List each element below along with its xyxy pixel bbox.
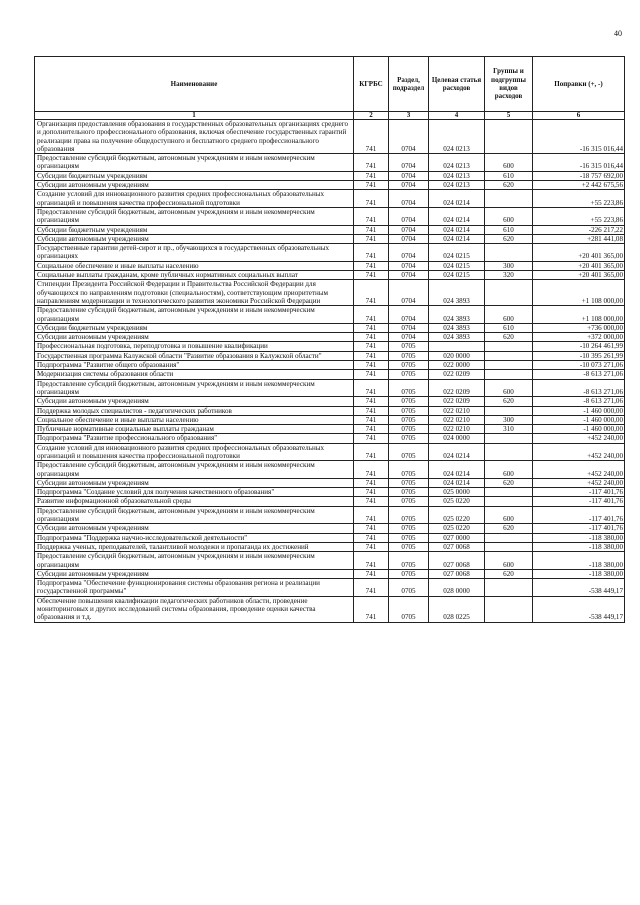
cell-kgrbs: 741	[354, 351, 389, 360]
cell-kgrbs: 741	[354, 434, 389, 443]
cell-group: 600	[485, 461, 533, 479]
cell-amount: -117 401,76	[533, 524, 625, 533]
cell-section: 0705	[389, 443, 429, 461]
cell-amount: +20 401 365,00	[533, 244, 625, 262]
cell-section: 0705	[389, 542, 429, 551]
cell-amount: -16 315 016,44	[533, 120, 625, 154]
cell-name: Создание условий для инновационного развития средних профессиональных образовательных организаций и повышения качества профессиональной подготовки	[35, 443, 354, 461]
cell-name: Поддержка ученых, преподавателей, талантливой молодежи и пропаганда их достижений	[35, 542, 354, 551]
cell-name: Предоставление субсидий бюджетным, автономным учреждениям и иным некоммерческим организациям	[35, 379, 354, 397]
header-section: Раздел, подраздел	[389, 57, 429, 112]
cell-name: Субсидии бюджетным учреждениям	[35, 323, 354, 332]
cell-amount: +452 240,00	[533, 443, 625, 461]
column-number: 2	[354, 112, 389, 120]
table-row	[35, 478, 625, 487]
cell-name: Субсидии автономным учреждениям	[35, 333, 354, 342]
cell-section: 0705	[389, 569, 429, 578]
cell-group: 610	[485, 171, 533, 180]
table-row	[35, 415, 625, 424]
cell-target: 022 0000	[429, 361, 485, 370]
cell-group: 620	[485, 333, 533, 342]
cell-kgrbs: 741	[354, 488, 389, 497]
cell-section: 0705	[389, 434, 429, 443]
cell-name: Развитие информационной образовательной среды	[35, 497, 354, 506]
cell-section: 0704	[389, 225, 429, 234]
table-row	[35, 234, 625, 243]
cell-kgrbs: 741	[354, 415, 389, 424]
cell-name: Организация предоставления образования в государственных образовательных организациях среднего и дополнительного профессионального образования, включая обеспечение государственных гарантий реализации права на получение общедоступного и бесплатного среднего профессионального образования	[35, 120, 354, 154]
cell-name: Социальные выплаты гражданам, кроме публичных нормативных социальных выплат	[35, 271, 354, 280]
cell-target: 022 0209	[429, 370, 485, 379]
cell-group	[485, 280, 533, 306]
table-row	[35, 497, 625, 506]
table-row	[35, 569, 625, 578]
cell-amount: -8 613 271,06	[533, 397, 625, 406]
cell-name: Субсидии бюджетным учреждениям	[35, 171, 354, 180]
cell-kgrbs: 741	[354, 306, 389, 324]
cell-group: 600	[485, 506, 533, 524]
cell-kgrbs: 741	[354, 234, 389, 243]
cell-section: 0704	[389, 171, 429, 180]
cell-section: 0704	[389, 154, 429, 172]
table-row	[35, 323, 625, 332]
cell-target: 024 0214	[429, 234, 485, 243]
cell-section: 0704	[389, 207, 429, 225]
cell-name: Субсидии автономным учреждениям	[35, 234, 354, 243]
cell-amount: -538 449,17	[533, 579, 625, 597]
cell-kgrbs: 741	[354, 190, 389, 208]
header-kgrbs: КГРБС	[354, 57, 389, 112]
cell-kgrbs: 741	[354, 461, 389, 479]
cell-amount: -10 395 261,99	[533, 351, 625, 360]
budget-amendments-table	[34, 56, 625, 623]
cell-kgrbs: 741	[354, 379, 389, 397]
cell-amount: +20 401 365,00	[533, 261, 625, 270]
cell-target: 022 0209	[429, 379, 485, 397]
cell-group	[485, 542, 533, 551]
cell-kgrbs: 741	[354, 207, 389, 225]
cell-group: 600	[485, 306, 533, 324]
table-row	[35, 397, 625, 406]
table-row	[35, 171, 625, 180]
cell-target: 024 0213	[429, 120, 485, 154]
table-body	[35, 120, 625, 623]
cell-amount: +2 442 675,56	[533, 181, 625, 190]
cell-group: 620	[485, 524, 533, 533]
cell-amount: +736 000,00	[533, 323, 625, 332]
column-number: 3	[389, 112, 429, 120]
cell-target	[429, 342, 485, 351]
cell-group: 620	[485, 569, 533, 578]
cell-name: Предоставление субсидий бюджетным, автономным учреждениям и иным некоммерческим организациям	[35, 461, 354, 479]
cell-target: 025 0220	[429, 506, 485, 524]
column-number: 1	[35, 112, 354, 120]
cell-section: 0705	[389, 415, 429, 424]
cell-amount: +452 240,00	[533, 461, 625, 479]
cell-kgrbs: 741	[354, 579, 389, 597]
cell-group	[485, 434, 533, 443]
cell-kgrbs: 741	[354, 596, 389, 622]
cell-section: 0705	[389, 370, 429, 379]
cell-target: 024 0213	[429, 181, 485, 190]
cell-name: Субсидии бюджетным учреждениям	[35, 225, 354, 234]
table-row	[35, 579, 625, 597]
cell-name: Государственная программа Калужской области "Развитие образования в Калужской области"	[35, 351, 354, 360]
cell-group: 300	[485, 415, 533, 424]
header-groups: Группы и подгруппы видов расходов	[485, 57, 533, 112]
cell-kgrbs: 741	[354, 120, 389, 154]
cell-group	[485, 406, 533, 415]
cell-amount: +281 441,08	[533, 234, 625, 243]
cell-target: 027 0068	[429, 552, 485, 570]
cell-kgrbs: 741	[354, 506, 389, 524]
cell-name: Профессиональная подготовка, переподготовка и повышение квалификации	[35, 342, 354, 351]
cell-amount: -1 460 000,00	[533, 415, 625, 424]
table-row	[35, 225, 625, 234]
cell-amount: -16 315 016,44	[533, 154, 625, 172]
cell-section: 0704	[389, 181, 429, 190]
cell-group	[485, 190, 533, 208]
cell-group: 620	[485, 397, 533, 406]
cell-section: 0704	[389, 234, 429, 243]
cell-target: 020 0000	[429, 351, 485, 360]
cell-kgrbs: 741	[354, 181, 389, 190]
header-amendment: Поправки (+, -)	[533, 57, 625, 112]
cell-name: Предоставление субсидий бюджетным, автономным учреждениям и иным некоммерческим организациям	[35, 552, 354, 570]
table-row	[35, 596, 625, 622]
cell-section: 0705	[389, 397, 429, 406]
cell-group	[485, 497, 533, 506]
table-row	[35, 425, 625, 434]
cell-amount: -1 460 000,00	[533, 425, 625, 434]
cell-kgrbs: 741	[354, 271, 389, 280]
table-row	[35, 306, 625, 324]
cell-amount: +452 240,00	[533, 478, 625, 487]
cell-group: 610	[485, 225, 533, 234]
cell-kgrbs: 741	[354, 244, 389, 262]
cell-amount: -10 264 461,99	[533, 342, 625, 351]
cell-name: Создание условий для инновационного развития средних профессиональных образовательных организаций и повышения качества профессиональной подготовки	[35, 190, 354, 208]
cell-target: 024 3893	[429, 306, 485, 324]
cell-name: Субсидии автономным учреждениям	[35, 397, 354, 406]
cell-target: 024 0214	[429, 225, 485, 234]
cell-group	[485, 342, 533, 351]
cell-name: Субсидии автономным учреждениям	[35, 524, 354, 533]
cell-name: Подпрограмма "Создание условий для получения качественного образования"	[35, 488, 354, 497]
cell-group	[485, 351, 533, 360]
table-row	[35, 506, 625, 524]
cell-target: 022 0210	[429, 406, 485, 415]
cell-group	[485, 488, 533, 497]
cell-section: 0705	[389, 506, 429, 524]
cell-section: 0704	[389, 190, 429, 208]
cell-target: 024 0214	[429, 443, 485, 461]
cell-name: Поддержка молодых специалистов - педагогических работников	[35, 406, 354, 415]
cell-name: Предоставление субсидий бюджетным, автономным учреждениям и иным некоммерческим организациям	[35, 154, 354, 172]
table-row	[35, 533, 625, 542]
cell-amount: +452 240,00	[533, 434, 625, 443]
header-row	[35, 57, 625, 112]
cell-group: 600	[485, 207, 533, 225]
table-row	[35, 434, 625, 443]
cell-group	[485, 533, 533, 542]
cell-section: 0705	[389, 425, 429, 434]
cell-amount: -118 380,00	[533, 533, 625, 542]
column-number: 4	[429, 112, 485, 120]
cell-section: 0705	[389, 361, 429, 370]
cell-target: 024 0000	[429, 434, 485, 443]
cell-section: 0705	[389, 488, 429, 497]
cell-kgrbs: 741	[354, 397, 389, 406]
cell-target: 024 0214	[429, 190, 485, 208]
cell-amount: -226 217,22	[533, 225, 625, 234]
cell-name: Публичные нормативные социальные выплаты гражданам	[35, 425, 354, 434]
cell-amount: -118 380,00	[533, 552, 625, 570]
cell-target: 024 0213	[429, 154, 485, 172]
cell-group	[485, 596, 533, 622]
cell-kgrbs: 741	[354, 333, 389, 342]
table-row	[35, 244, 625, 262]
cell-section: 0705	[389, 552, 429, 570]
cell-group: 620	[485, 234, 533, 243]
cell-name: Субсидии автономным учреждениям	[35, 181, 354, 190]
cell-amount: -8 613 271,06	[533, 379, 625, 397]
cell-section: 0704	[389, 323, 429, 332]
table-row	[35, 524, 625, 533]
cell-target: 025 0220	[429, 497, 485, 506]
table-row	[35, 361, 625, 370]
cell-amount: +1 108 000,00	[533, 306, 625, 324]
cell-group	[485, 120, 533, 154]
cell-name: Подпрограмма "Развитие общего образования"	[35, 361, 354, 370]
cell-target: 022 0210	[429, 415, 485, 424]
cell-target: 024 3893	[429, 280, 485, 306]
cell-target: 024 0213	[429, 171, 485, 180]
cell-amount: -538 449,17	[533, 596, 625, 622]
cell-section: 0705	[389, 461, 429, 479]
cell-target: 022 0210	[429, 425, 485, 434]
cell-target: 024 0214	[429, 461, 485, 479]
table-row	[35, 154, 625, 172]
cell-amount: -10 073 271,06	[533, 361, 625, 370]
cell-target: 024 3893	[429, 323, 485, 332]
cell-kgrbs: 741	[354, 171, 389, 180]
cell-kgrbs: 741	[354, 497, 389, 506]
cell-name: Социальное обеспечение и иные выплаты населению	[35, 261, 354, 270]
table-row	[35, 280, 625, 306]
cell-name: Предоставление субсидий бюджетным, автономным учреждениям и иным некоммерческим организациям	[35, 306, 354, 324]
column-number-row	[35, 112, 625, 120]
cell-group	[485, 443, 533, 461]
cell-target: 025 0220	[429, 524, 485, 533]
cell-group: 620	[485, 478, 533, 487]
cell-group	[485, 579, 533, 597]
cell-section: 0705	[389, 351, 429, 360]
cell-name: Модернизация системы образования области	[35, 370, 354, 379]
table-row	[35, 342, 625, 351]
cell-section: 0704	[389, 244, 429, 262]
cell-section: 0704	[389, 280, 429, 306]
column-number: 5	[485, 112, 533, 120]
cell-kgrbs: 741	[354, 533, 389, 542]
cell-kgrbs: 741	[354, 425, 389, 434]
cell-group: 610	[485, 323, 533, 332]
cell-kgrbs: 741	[354, 524, 389, 533]
header-target: Целевая статья расходов	[429, 57, 485, 112]
table-row	[35, 261, 625, 270]
cell-target: 024 0215	[429, 261, 485, 270]
cell-group	[485, 244, 533, 262]
table-row	[35, 406, 625, 415]
cell-kgrbs: 741	[354, 342, 389, 351]
table-row	[35, 488, 625, 497]
cell-amount: +1 108 000,00	[533, 280, 625, 306]
cell-name: Субсидии автономным учреждениям	[35, 569, 354, 578]
cell-name: Подпрограмма "Развитие профессионального образования"	[35, 434, 354, 443]
cell-target: 024 0214	[429, 207, 485, 225]
column-number: 6	[533, 112, 625, 120]
cell-name: Субсидии автономным учреждениям	[35, 478, 354, 487]
table-row	[35, 370, 625, 379]
cell-target: 027 0000	[429, 533, 485, 542]
cell-section: 0705	[389, 579, 429, 597]
cell-section: 0705	[389, 478, 429, 487]
cell-group: 300	[485, 261, 533, 270]
cell-section: 0704	[389, 333, 429, 342]
table-row	[35, 333, 625, 342]
cell-group: 310	[485, 425, 533, 434]
cell-section: 0705	[389, 596, 429, 622]
cell-name: Подпрограмма "Обеспечение функционирования системы образования региона и реализации государственной программы"	[35, 579, 354, 597]
cell-kgrbs: 741	[354, 361, 389, 370]
cell-section: 0705	[389, 497, 429, 506]
cell-section: 0705	[389, 342, 429, 351]
cell-section: 0704	[389, 120, 429, 154]
cell-name: Социальное обеспечение и иные выплаты населению	[35, 415, 354, 424]
cell-kgrbs: 741	[354, 569, 389, 578]
cell-target: 027 0068	[429, 542, 485, 551]
cell-target: 022 0209	[429, 397, 485, 406]
cell-target: 028 0225	[429, 596, 485, 622]
cell-kgrbs: 741	[354, 443, 389, 461]
cell-amount: -117 401,76	[533, 488, 625, 497]
cell-group: 600	[485, 154, 533, 172]
table-row	[35, 443, 625, 461]
cell-target: 024 3893	[429, 333, 485, 342]
cell-name: Подпрограмма "Поддержка научно-исследовательской деятельности"	[35, 533, 354, 542]
cell-group	[485, 370, 533, 379]
cell-section: 0705	[389, 524, 429, 533]
table-row	[35, 190, 625, 208]
cell-amount: -118 380,00	[533, 569, 625, 578]
table-row	[35, 181, 625, 190]
cell-section: 0704	[389, 261, 429, 270]
cell-amount: +372 000,00	[533, 333, 625, 342]
cell-amount: -118 380,00	[533, 542, 625, 551]
cell-amount: +55 223,86	[533, 207, 625, 225]
cell-kgrbs: 741	[354, 225, 389, 234]
cell-section: 0704	[389, 306, 429, 324]
cell-target: 025 0000	[429, 488, 485, 497]
cell-kgrbs: 741	[354, 478, 389, 487]
table-row	[35, 461, 625, 479]
cell-amount: +55 223,86	[533, 190, 625, 208]
cell-target: 024 0215	[429, 271, 485, 280]
cell-kgrbs: 741	[354, 154, 389, 172]
cell-amount: -1 460 000,00	[533, 406, 625, 415]
cell-section: 0705	[389, 406, 429, 415]
table-row	[35, 120, 625, 154]
cell-section: 0705	[389, 379, 429, 397]
cell-kgrbs: 741	[354, 370, 389, 379]
table-row	[35, 542, 625, 551]
cell-amount: +20 401 365,00	[533, 271, 625, 280]
cell-amount: -117 401,76	[533, 506, 625, 524]
cell-group: 600	[485, 552, 533, 570]
cell-name: Предоставление субсидий бюджетным, автономным учреждениям и иным некоммерческим организациям	[35, 207, 354, 225]
cell-name: Обеспечение повышения квалификации педагогических работников области, проведение мониторинговых и других исследований системы образования, проведение оценки качества образования и т.д.	[35, 596, 354, 622]
header-name: Наименование	[35, 57, 354, 112]
cell-group: 600	[485, 379, 533, 397]
cell-amount: -18 757 692,00	[533, 171, 625, 180]
cell-target: 027 0068	[429, 569, 485, 578]
cell-group	[485, 361, 533, 370]
cell-kgrbs: 741	[354, 323, 389, 332]
cell-target: 028 0000	[429, 579, 485, 597]
cell-kgrbs: 741	[354, 542, 389, 551]
cell-kgrbs: 741	[354, 406, 389, 415]
table-row	[35, 207, 625, 225]
cell-amount: -8 613 271,06	[533, 370, 625, 379]
cell-kgrbs: 741	[354, 261, 389, 270]
page-number: 40	[614, 29, 622, 38]
cell-section: 0705	[389, 533, 429, 542]
table-row	[35, 379, 625, 397]
cell-target: 024 0214	[429, 478, 485, 487]
cell-amount: -117 401,76	[533, 497, 625, 506]
cell-kgrbs: 741	[354, 280, 389, 306]
table-row	[35, 552, 625, 570]
cell-kgrbs: 741	[354, 552, 389, 570]
cell-section: 0704	[389, 271, 429, 280]
table-row	[35, 351, 625, 360]
cell-group: 320	[485, 271, 533, 280]
cell-name: Государственные гарантии детей-сирот и пр., обучающихся в государственных образовательных организациях	[35, 244, 354, 262]
cell-name: Стипендии Президента Российской Федерации и Правительства Российской Федерации для обучающихся по направлениям подготовки (специальностям), соответствующим приоритетным направлениям модернизации и технологического развития экономики Российской Федерации	[35, 280, 354, 306]
table-row	[35, 271, 625, 280]
cell-group: 620	[485, 181, 533, 190]
cell-target: 024 0215	[429, 244, 485, 262]
cell-name: Предоставление субсидий бюджетным, автономным учреждениям и иным некоммерческим организациям	[35, 506, 354, 524]
